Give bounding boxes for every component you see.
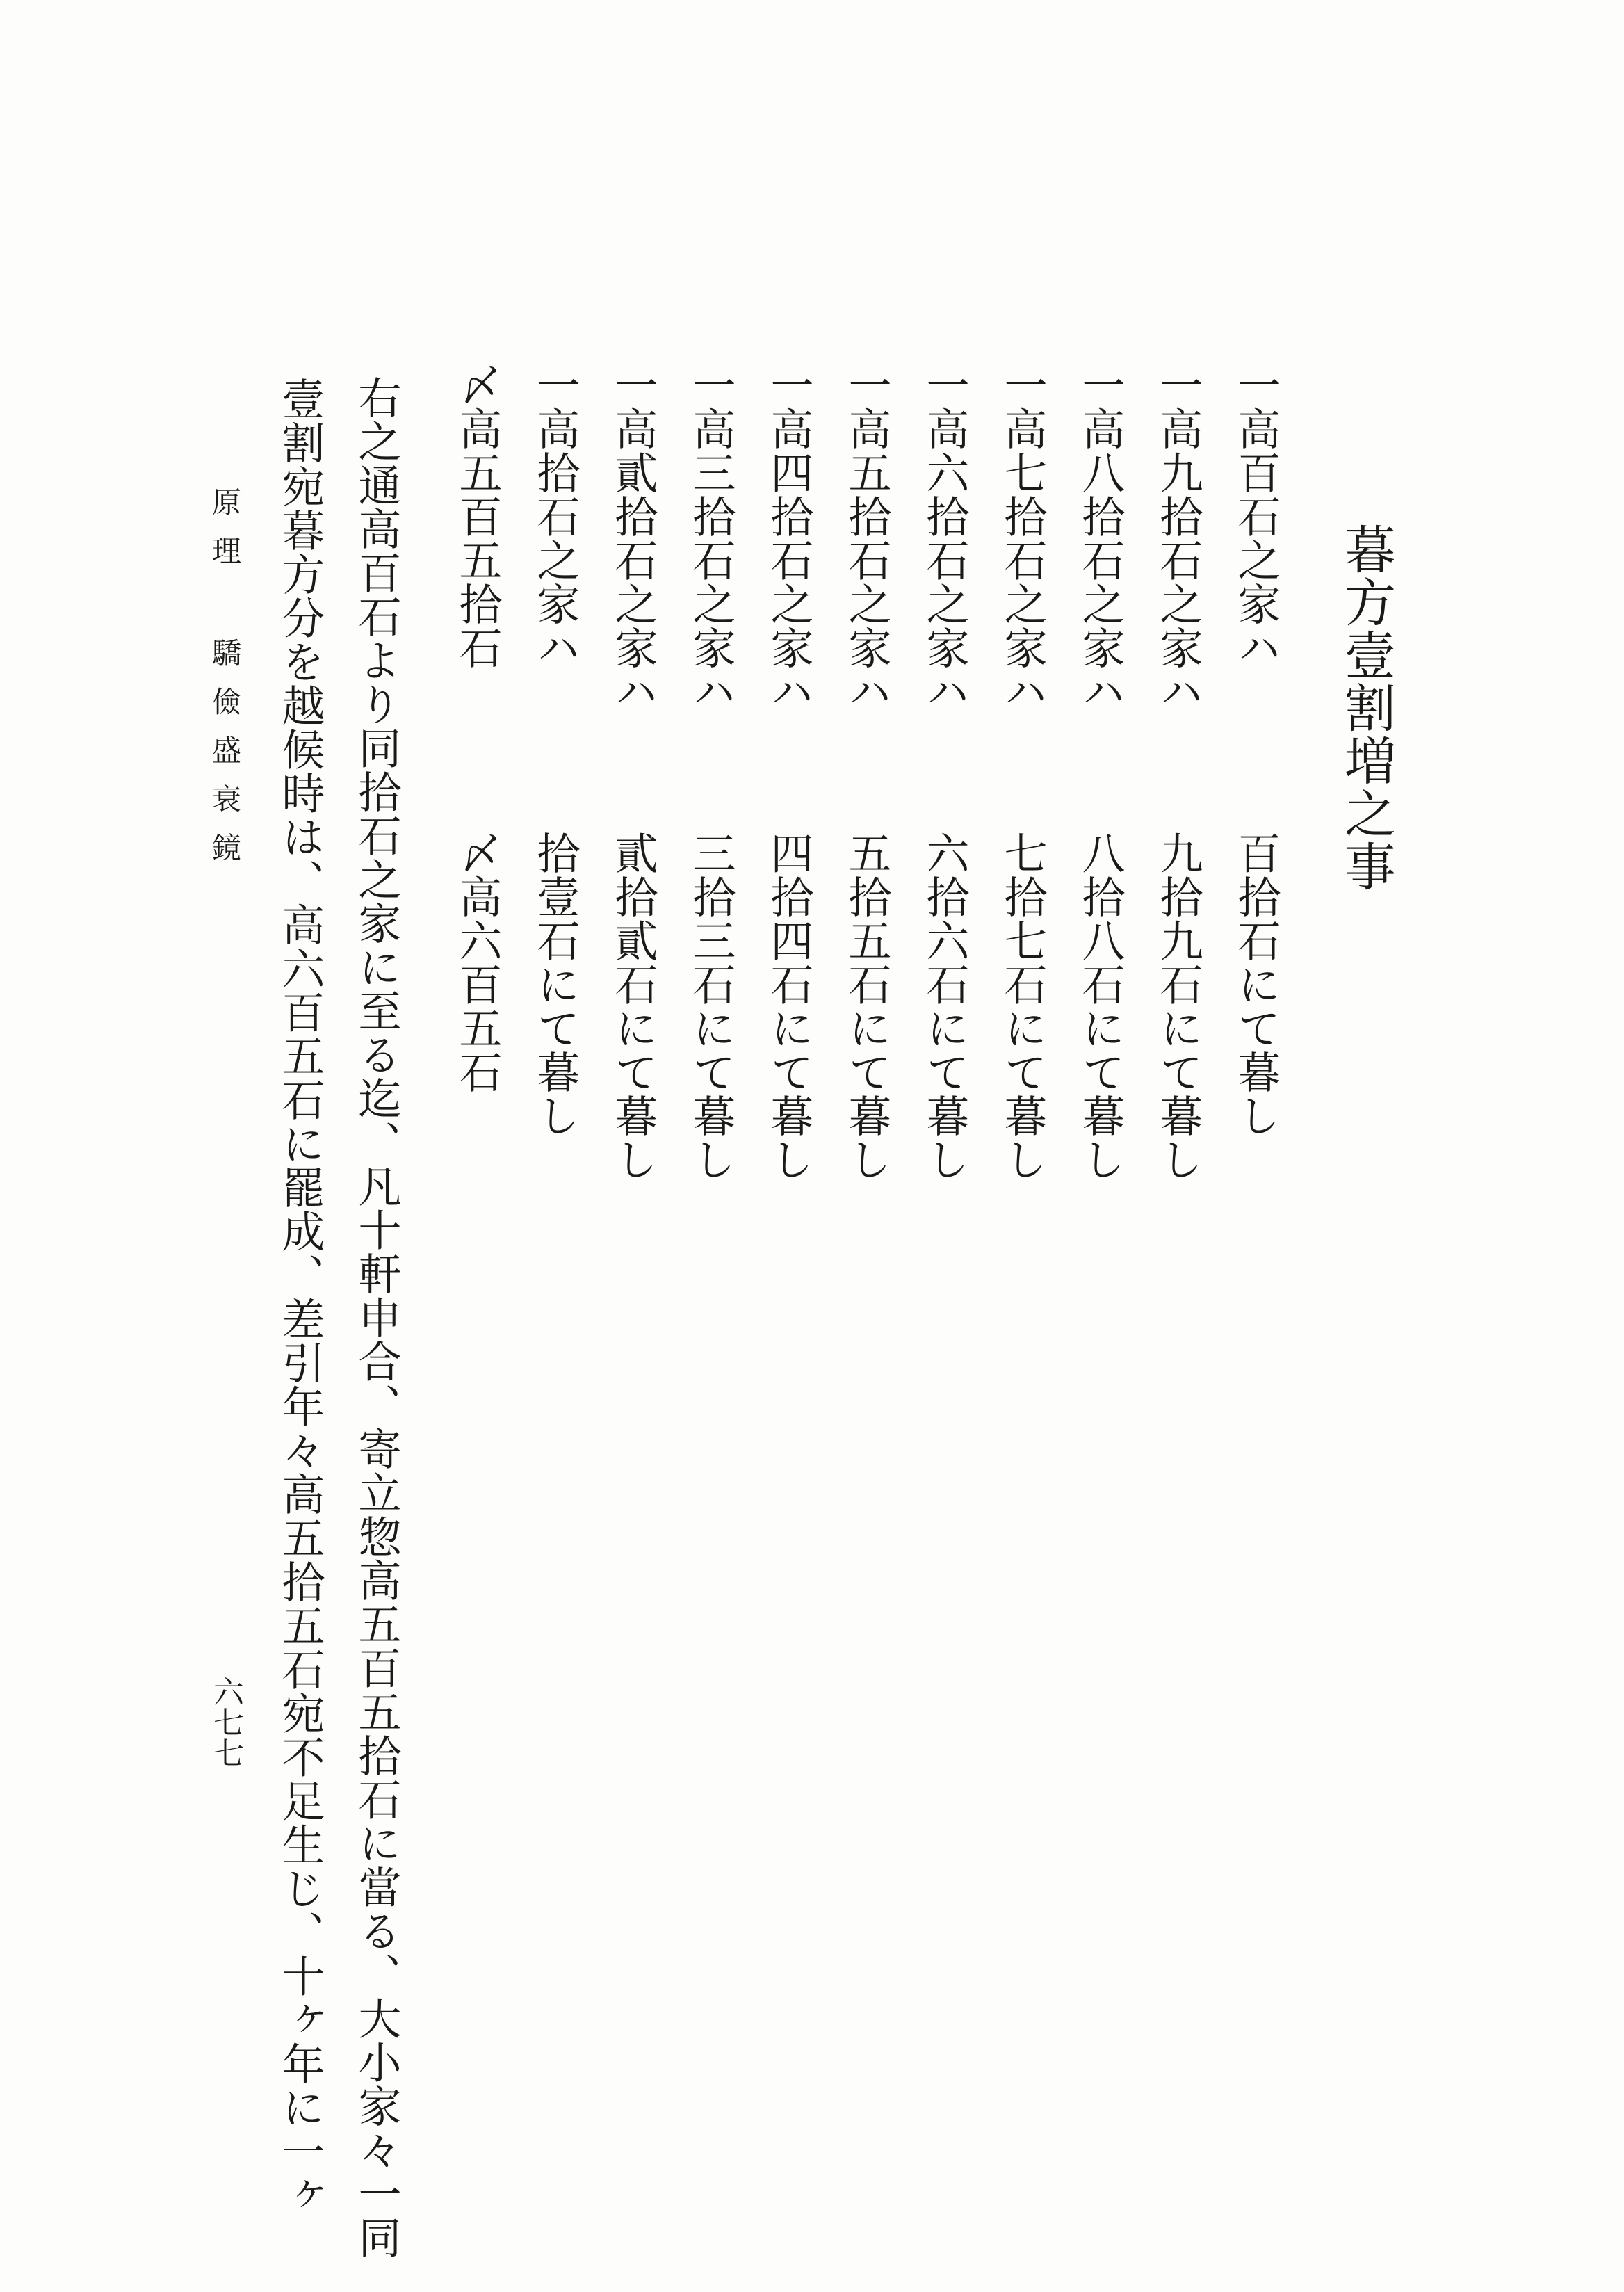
- entry-result: 五拾五石にて暮し: [841, 831, 892, 1181]
- entry-subject: 一高四拾石之家ハ: [763, 363, 814, 713]
- body-line: 右之通高百石より同拾石之家に至る迄、凡十軒申合、寄立惣高五百五拾石に當る、大小家々一同: [351, 376, 402, 2259]
- entry-result: 七拾七石にて暮し: [997, 831, 1048, 1181]
- section-title: 暮方壹割増之事: [1336, 523, 1396, 893]
- total-subject: 〆高五百五拾石: [452, 363, 503, 670]
- entry-subject: 一高百石之家ハ: [1231, 363, 1281, 670]
- entry-result: 九拾九石にて暮し: [1153, 831, 1203, 1181]
- entry-subject: 一高拾石之家ハ: [530, 363, 580, 670]
- entry-result: 貳拾貳石にて暮し: [608, 831, 658, 1181]
- page-number: 六七七: [208, 1676, 243, 1768]
- entry-subject: 一高六拾石之家ハ: [919, 363, 970, 713]
- running-title: 原理 驕儉盛衰鏡: [208, 487, 242, 881]
- entry-subject: 一高七拾石之家ハ: [997, 363, 1048, 713]
- body-line: 壹割宛暮方分を越候時は、高六百五石に罷成、差引年々高五拾五石宛不足生じ、十ヶ年に一ヶ: [275, 377, 325, 2217]
- entry-result: 四拾四石にて暮し: [763, 831, 814, 1181]
- entry-subject: 一高八拾石之家ハ: [1075, 363, 1126, 713]
- entry-result: 拾壹石にて暮し: [530, 831, 580, 1138]
- entry-result: 八拾八石にて暮し: [1075, 831, 1126, 1181]
- entry-subject: 一高貳拾石之家ハ: [608, 363, 658, 713]
- entry-subject: 一高九拾石之家ハ: [1153, 363, 1203, 713]
- entry-subject: 一高五拾石之家ハ: [841, 363, 892, 713]
- total-result: 〆高六百五石: [452, 831, 503, 1094]
- entry-subject: 一高三拾石之家ハ: [685, 363, 736, 713]
- entry-result: 三拾三石にて暮し: [685, 831, 736, 1181]
- entry-result: 百拾石にて暮し: [1231, 831, 1281, 1138]
- entry-result: 六拾六石にて暮し: [919, 831, 970, 1181]
